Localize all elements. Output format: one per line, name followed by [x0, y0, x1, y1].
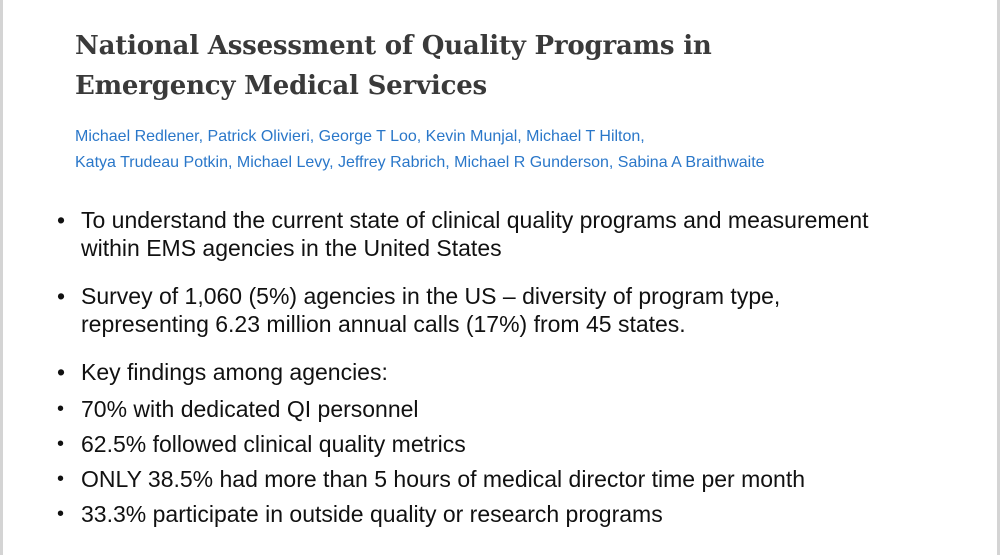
- bullet-dot-icon: •: [57, 207, 66, 233]
- finding-text: 33.3% participate in outside quality or research programs: [81, 501, 663, 527]
- paper-title: [75, 26, 935, 106]
- bullet-survey: [51, 282, 971, 338]
- bullet-text-line-1: Survey of 1,060 (5%) agencies in the US – diversity of program type,: [81, 283, 781, 309]
- bullet-text-line-2: representing 6.23 million annual calls (17%) from 45 states.: [81, 311, 686, 337]
- bullet-dot-icon: •: [57, 359, 66, 385]
- sub-bullet-dot-icon: •: [57, 503, 65, 525]
- bullet-text-line-1: To understand the current state of clinical quality programs and measurement: [81, 207, 869, 233]
- finding-text: 70% with dedicated QI personnel: [81, 396, 419, 422]
- finding-item: [51, 392, 971, 427]
- title-line-2: Emergency Medical Services: [75, 71, 487, 101]
- authors-line-2: Katya Trudeau Potkin, Michael Levy, Jeffrey Rabrich, Michael R Gunderson, Sabina A Braithwaite: [75, 154, 765, 171]
- finding-item: [51, 497, 971, 532]
- authors-line-1: Michael Redlener, Patrick Olivieri, George T Loo, Kevin Munjal, Michael T Hilton,: [75, 128, 645, 145]
- finding-item: [51, 427, 971, 462]
- bullet-objective: [51, 206, 971, 262]
- author-list: [75, 124, 955, 176]
- bullet-dot-icon: •: [57, 283, 66, 309]
- sub-bullet-dot-icon: •: [57, 468, 65, 490]
- finding-text: 62.5% followed clinical quality metrics: [81, 431, 466, 457]
- finding-item: [51, 462, 971, 497]
- finding-text: ONLY 38.5% had more than 5 hours of medical director time per month: [81, 466, 806, 492]
- bullet-key-findings: [51, 358, 971, 386]
- summary-bullets: [51, 206, 971, 390]
- title-line-1: National Assessment of Quality Programs in: [75, 31, 712, 61]
- sub-bullet-dot-icon: •: [57, 433, 65, 455]
- findings-list: [51, 392, 971, 532]
- bullet-text-line-1: Key findings among agencies:: [81, 359, 388, 385]
- sub-bullet-dot-icon: •: [57, 398, 65, 420]
- bullet-text-line-2: within EMS agencies in the United States: [81, 235, 502, 261]
